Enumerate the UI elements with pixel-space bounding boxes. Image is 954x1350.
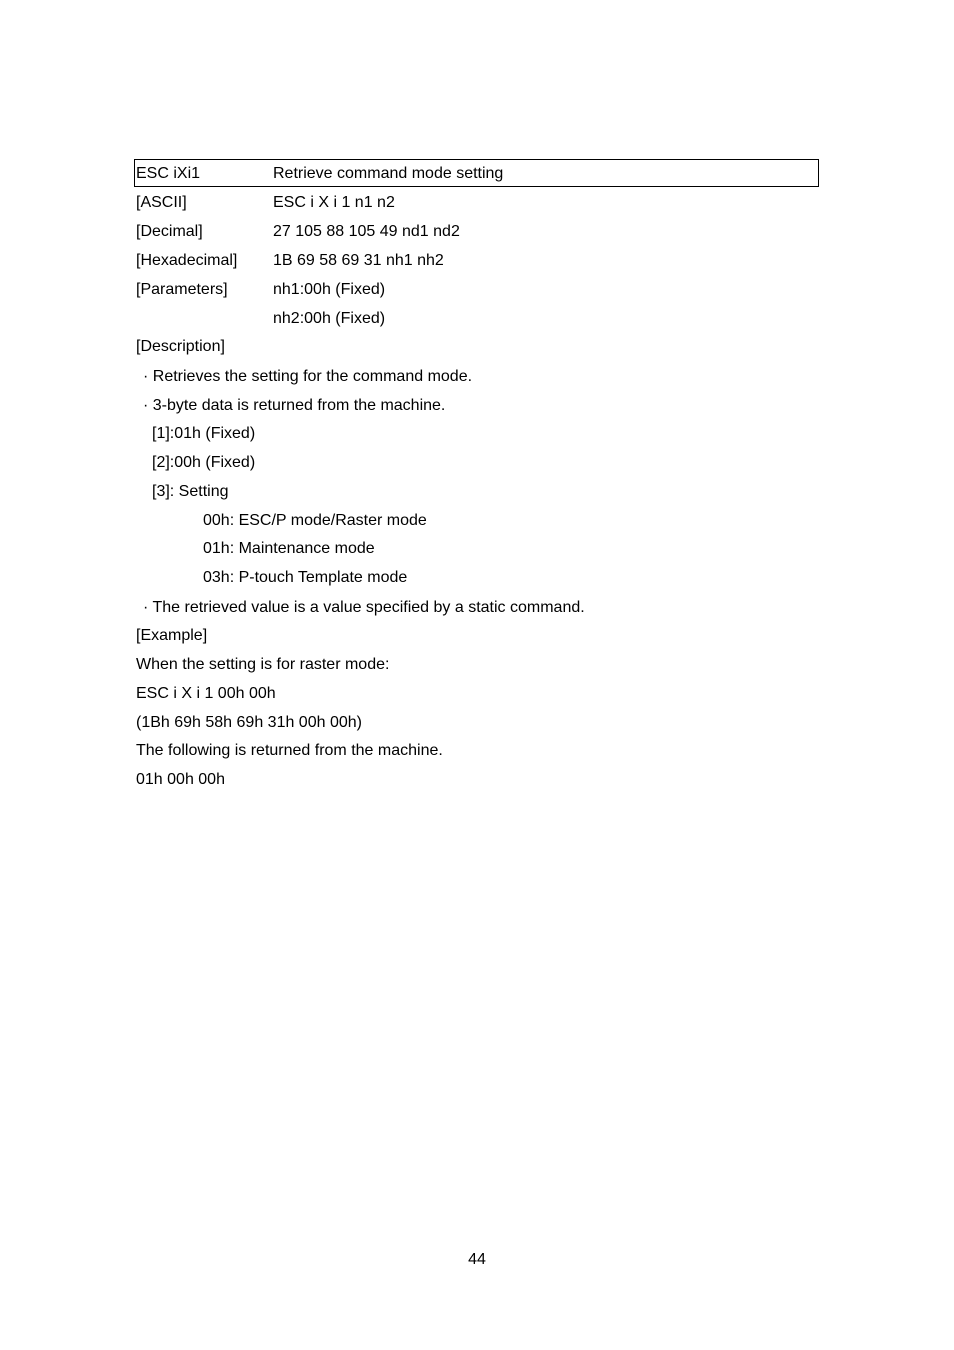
description-bullet-3: · The retrieved value is a value specified by a static command. <box>143 599 585 616</box>
decimal-value: 27 105 88 105 49 nd1 nd2 <box>273 223 460 240</box>
setting-00h: 00h: ESC/P mode/Raster mode <box>203 512 427 529</box>
setting-03h: 03h: P-touch Template mode <box>203 569 408 586</box>
example-line-2: ESC i X i 1 00h 00h <box>136 685 276 702</box>
byte-1: [1]:01h (Fixed) <box>152 425 256 442</box>
byte-2: [2]:00h (Fixed) <box>152 454 256 471</box>
command-title: Retrieve command mode setting <box>273 165 504 182</box>
ascii-label: [ASCII] <box>136 194 187 211</box>
example-line-3: (1Bh 69h 58h 69h 31h 00h 00h) <box>136 714 362 731</box>
hexadecimal-label: [Hexadecimal] <box>136 252 238 269</box>
parameter-nh2: nh2:00h (Fixed) <box>273 310 386 327</box>
description-bullet-2: · 3-byte data is returned from the machine. <box>143 397 446 414</box>
ascii-value: ESC i X i 1 n1 n2 <box>273 194 395 211</box>
example-line-5: 01h 00h 00h <box>136 771 225 788</box>
description-bullet-1: · Retrieves the setting for the command mode. <box>143 368 473 385</box>
command-name: ESC iXi1 <box>136 165 201 182</box>
parameter-nh1: nh1:00h (Fixed) <box>273 281 386 298</box>
hexadecimal-value: 1B 69 58 69 31 nh1 nh2 <box>273 252 444 269</box>
example-line-1: When the setting is for raster mode: <box>136 656 390 673</box>
parameters-label: [Parameters] <box>136 281 228 298</box>
description-heading: [Description] <box>136 338 225 355</box>
page-number: 44 <box>468 1251 486 1268</box>
setting-01h: 01h: Maintenance mode <box>203 540 375 557</box>
example-heading: [Example] <box>136 627 208 644</box>
byte-3: [3]: Setting <box>152 483 229 500</box>
decimal-label: [Decimal] <box>136 223 203 240</box>
example-line-4: The following is returned from the machine. <box>136 742 443 759</box>
